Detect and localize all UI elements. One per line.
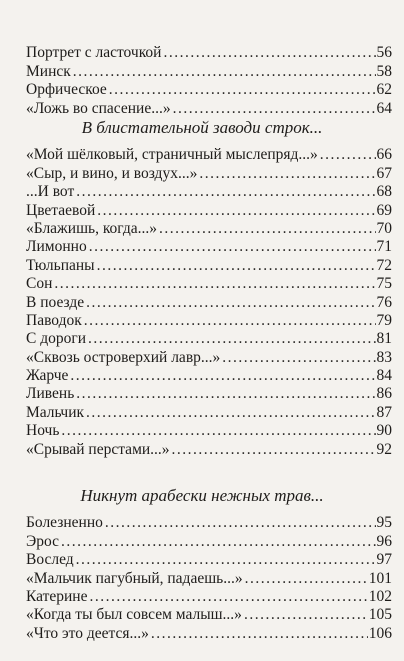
- toc-entry[interactable]: [26, 569, 392, 587]
- entry-page: 105: [368, 606, 392, 624]
- toc-entry[interactable]: [26, 81, 392, 99]
- toc-section-2: [26, 146, 392, 459]
- toc-entry[interactable]: [26, 385, 392, 403]
- entry-page: 66: [376, 146, 392, 164]
- dot-leader: [59, 533, 376, 551]
- dot-leader: [107, 81, 376, 99]
- section-heading: Никнут арабески нежных трав...: [80, 486, 324, 505]
- toc-entry[interactable]: [26, 256, 392, 274]
- entry-page: 86: [376, 385, 392, 403]
- entry-title: Цветаевой: [26, 201, 96, 219]
- dot-leader: [71, 63, 376, 81]
- entry-title: «Сыр, и вино, и воздух...»: [26, 164, 198, 182]
- dot-leader: [82, 312, 376, 330]
- toc-entry[interactable]: [26, 99, 392, 117]
- toc-entry[interactable]: [26, 440, 392, 458]
- dot-leader: [197, 165, 375, 183]
- dot-leader: [84, 404, 375, 422]
- dot-leader: [170, 441, 376, 459]
- entry-title: Вослед: [26, 551, 74, 569]
- dot-leader: [242, 606, 368, 624]
- toc-entry[interactable]: [26, 606, 392, 624]
- dot-leader: [318, 146, 376, 164]
- entry-page: 68: [376, 183, 392, 201]
- toc-section-1: [26, 44, 392, 118]
- entry-title: Ночь: [26, 422, 60, 440]
- entry-title: Минск: [26, 62, 71, 80]
- dot-leader: [157, 220, 375, 238]
- entry-title: «Мальчик пагубный, падаешь...»: [26, 569, 243, 587]
- dot-leader: [220, 349, 375, 367]
- entry-page: 67: [376, 164, 392, 182]
- entry-page: 83: [376, 348, 392, 366]
- entry-page: 96: [376, 532, 392, 550]
- toc-entry[interactable]: [26, 367, 392, 385]
- entry-title: «Срывай перстами...»: [26, 440, 170, 458]
- toc-entry[interactable]: [26, 588, 392, 606]
- toc-entry[interactable]: [26, 624, 392, 642]
- entry-page: 101: [368, 569, 392, 587]
- entry-page: 72: [376, 256, 392, 274]
- dot-leader: [87, 238, 376, 256]
- toc-entry[interactable]: [26, 220, 392, 238]
- entry-page: 79: [376, 311, 392, 329]
- entry-title: Ливень: [26, 385, 75, 403]
- toc-entry[interactable]: [26, 312, 392, 330]
- dot-leader: [74, 183, 375, 201]
- dot-leader: [52, 275, 375, 293]
- toc-entry[interactable]: [26, 422, 392, 440]
- entry-page: 106: [368, 624, 392, 642]
- dot-leader: [161, 44, 375, 62]
- entry-page: 71: [376, 238, 392, 256]
- entry-title: В поезде: [26, 293, 85, 311]
- entry-title: Катерине: [26, 587, 88, 605]
- dot-leader: [95, 257, 376, 275]
- entry-page: 92: [376, 440, 392, 458]
- entry-page: 76: [376, 293, 392, 311]
- dot-leader: [243, 570, 368, 588]
- entry-page: 75: [376, 275, 392, 293]
- entry-title: Орфическое: [26, 81, 107, 99]
- entry-title: Сон: [26, 275, 53, 293]
- toc-entry[interactable]: [26, 275, 392, 293]
- dot-leader: [84, 294, 375, 312]
- toc-entry[interactable]: [26, 514, 392, 532]
- entry-title: Жарче: [26, 367, 69, 385]
- entry-page: 81: [376, 330, 392, 348]
- entry-title: Мальчик: [26, 403, 85, 421]
- entry-page: 97: [376, 551, 392, 569]
- toc-entry[interactable]: [26, 551, 392, 569]
- entry-page: 64: [376, 99, 392, 117]
- dot-leader: [171, 100, 376, 118]
- entry-page: 58: [376, 62, 392, 80]
- entry-title: Портрет с ласточкой: [26, 44, 162, 62]
- entry-title: Паводок: [26, 311, 82, 329]
- toc-entry[interactable]: [26, 164, 392, 182]
- toc-entry[interactable]: [26, 532, 392, 550]
- dot-leader: [86, 330, 375, 348]
- section-heading: В блистательной заводи строк...: [81, 118, 323, 137]
- toc-section-3: [26, 514, 392, 643]
- dot-leader: [59, 422, 375, 440]
- dot-leader: [103, 514, 376, 532]
- entry-page: 56: [376, 44, 392, 62]
- entry-page: 95: [376, 514, 392, 532]
- toc-entry[interactable]: [26, 146, 392, 164]
- entry-title: Эрос: [26, 532, 59, 550]
- entry-title: «Блажишь, когда...»: [26, 219, 158, 237]
- entry-title: «Мой шёлковый, страничный мыслепряд...»: [26, 146, 318, 164]
- entry-title: Лимонно: [26, 238, 87, 256]
- dot-leader: [95, 202, 375, 220]
- dot-leader: [149, 625, 368, 643]
- entry-title: Тюльпаны: [26, 256, 95, 274]
- toc-entry[interactable]: [26, 44, 392, 62]
- toc-entry[interactable]: [26, 201, 392, 219]
- entry-title: С дороги: [26, 330, 87, 348]
- dot-leader: [74, 385, 375, 403]
- entry-title: ...И вот: [26, 183, 75, 201]
- toc-entry[interactable]: [26, 62, 392, 80]
- entry-title: «Ложь во спасение...»: [26, 99, 171, 117]
- toc-entry[interactable]: [26, 293, 392, 311]
- entry-page: 69: [376, 201, 392, 219]
- entry-title: Болезненно: [26, 514, 103, 532]
- entry-page: 84: [376, 367, 392, 385]
- dot-leader: [68, 367, 375, 385]
- toc-entry[interactable]: [26, 330, 392, 348]
- entry-page: 90: [376, 422, 392, 440]
- toc-entry[interactable]: [26, 348, 392, 366]
- entry-page: 87: [376, 403, 392, 421]
- toc-entry[interactable]: [26, 183, 392, 201]
- entry-title: «Что это деется...»: [26, 624, 149, 642]
- dot-leader: [74, 551, 376, 569]
- entry-title: «Когда ты был совсем малыш...»: [26, 606, 242, 624]
- entry-page: 102: [368, 587, 392, 605]
- entry-page: 62: [376, 81, 392, 99]
- dot-leader: [88, 588, 368, 606]
- entry-page: 70: [376, 219, 392, 237]
- toc-entry[interactable]: [26, 403, 392, 421]
- toc-entry[interactable]: [26, 238, 392, 256]
- entry-title: «Сквозь островерхий лавр...»: [26, 348, 221, 366]
